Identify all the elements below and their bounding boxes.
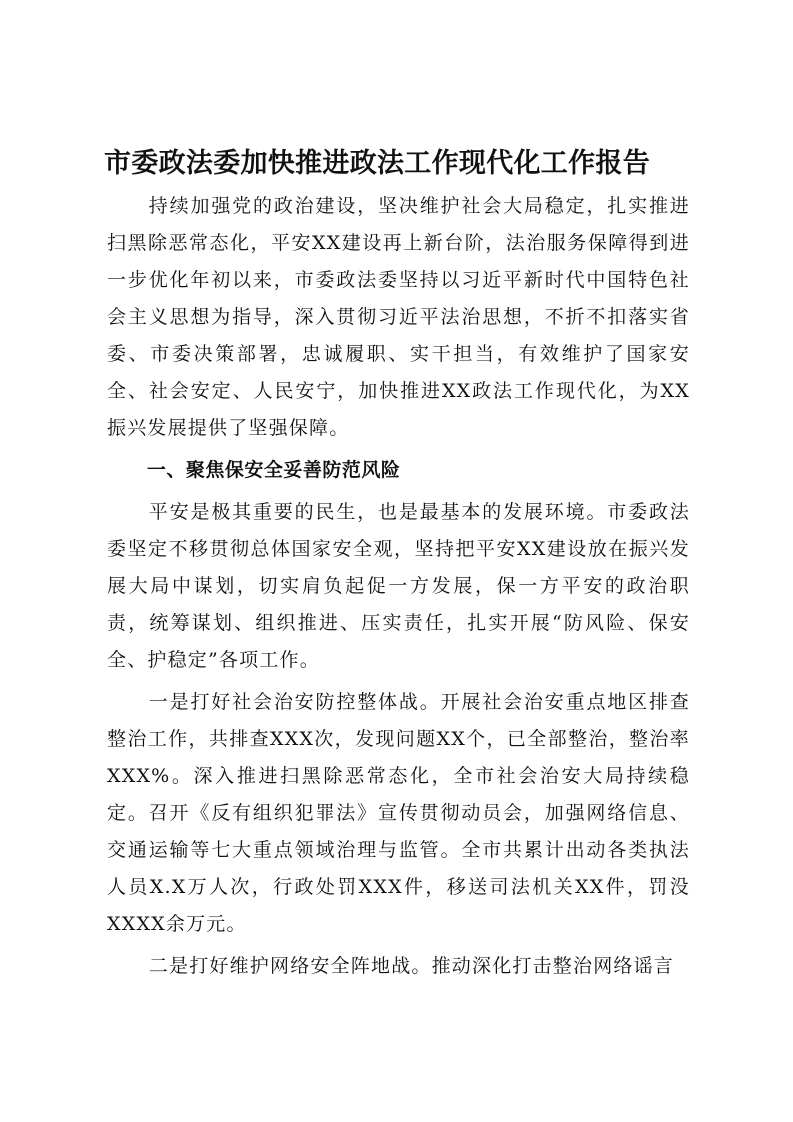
- body-paragraph: 一是打好社会治安防控整体战。开展社会治安重点地区排查整治工作，共排查XXX次，发现问题XX个，已全部整治，整治率XXX%。深入推进扫黑除恶常态化，全市社会治安大局持续稳定。召开《反有组织犯罪法》宣传贯彻动员会，加强网络信息、交通运输等七大重点领域治理与监管。全市共累计出动各类执法人员X.X万人次，行政处罚XXX件，移送司法机关XX件，罚没XXXX余万元。: [107, 691, 690, 935]
- section-heading: 一、聚焦保安全妥善防范风险: [146, 459, 401, 481]
- body-paragraph: 平安是极其重要的民生，也是最基本的发展环境。市委政法委坚定不移贯彻总体国家安全观，坚持把平安XX建设放在振兴发展大局中谋划，切实肩负起促一方发展，保一方平安的政治职责，统筹谋划、组织推进、压实责任，扎实开展“防风险、保安全、护稳定”各项工作。: [107, 501, 690, 671]
- document-body: [104, 146, 690, 985]
- body-paragraph: 二是打好维护网络安全阵地战。推动深化打击整治网络谣言: [148, 955, 674, 977]
- document-title: 市委政法委加快推进政法工作现代化工作报告: [104, 148, 650, 179]
- intro-paragraph: 持续加强党的政治建设，坚决维护社会大局稳定，扎实推进扫黑除恶常态化，平安XX建设再上新台阶，法治服务保障得到进一步优化年初以来，市委政法委坚持以习近平新时代中国特色社会主义思想为指导，深入贯彻习近平法治思想，不折不扣落实省委、市委决策部署，忠诚履职、实干担当，有效维护了国家安全、社会安定、人民安宁，加快推进XX政法工作现代化，为XX振兴发展提供了坚强保障。: [107, 195, 690, 439]
